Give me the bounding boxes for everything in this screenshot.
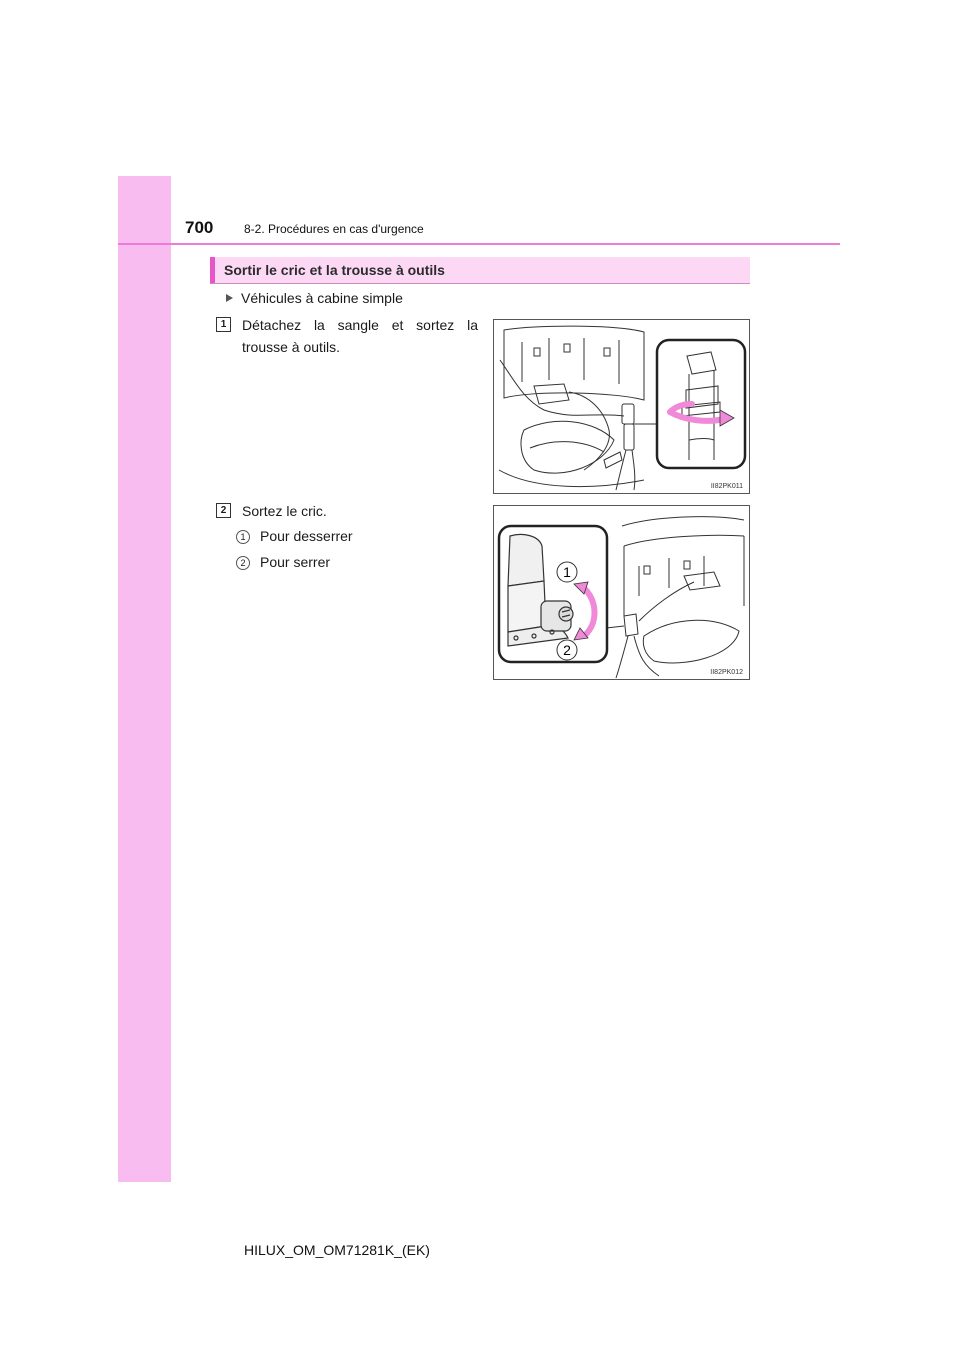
- triangle-bullet-icon: [226, 294, 233, 302]
- callout-2: 2: [563, 642, 571, 658]
- list-item: [236, 554, 330, 570]
- step-2-text: Sortez le cric.: [242, 503, 327, 519]
- header-rule: [118, 243, 840, 245]
- list-item: [236, 528, 353, 544]
- list-item-text: Pour desserrer: [260, 528, 353, 544]
- step-number-1: 1: [216, 317, 231, 332]
- figure-jack-removal: [493, 505, 750, 680]
- footer-doc-id: HILUX_OM_OM71281K_(EK): [244, 1242, 430, 1258]
- list-item-text: Pour serrer: [260, 554, 331, 570]
- callout-1: 1: [563, 564, 571, 580]
- section-heading-bar: [210, 257, 750, 284]
- figure-code: II82PK011: [710, 483, 743, 490]
- circle-number-2: 2: [236, 556, 250, 570]
- circle-number-1: 1: [236, 530, 250, 544]
- step-1-text: Détachez la sangle et sortez la trousse à outils.: [242, 317, 478, 355]
- figure-code: II82PK012: [710, 669, 743, 676]
- step-number-2: 2: [216, 503, 231, 518]
- vehicle-type-line: [226, 290, 403, 306]
- figure-tool-kit-strap: [493, 319, 750, 494]
- section-title: 8-2. Procédures en cas d'urgence: [244, 222, 424, 236]
- tool-kit-strap-illustration: [494, 320, 751, 495]
- page-number: 700: [185, 218, 214, 237]
- jack-removal-illustration: [494, 506, 751, 681]
- heading-accent: [210, 257, 215, 283]
- side-tab-band: [118, 176, 171, 1182]
- section-heading: Sortir le cric et la trousse à outils: [224, 262, 445, 278]
- vehicle-type-text: Véhicules à cabine simple: [241, 290, 403, 306]
